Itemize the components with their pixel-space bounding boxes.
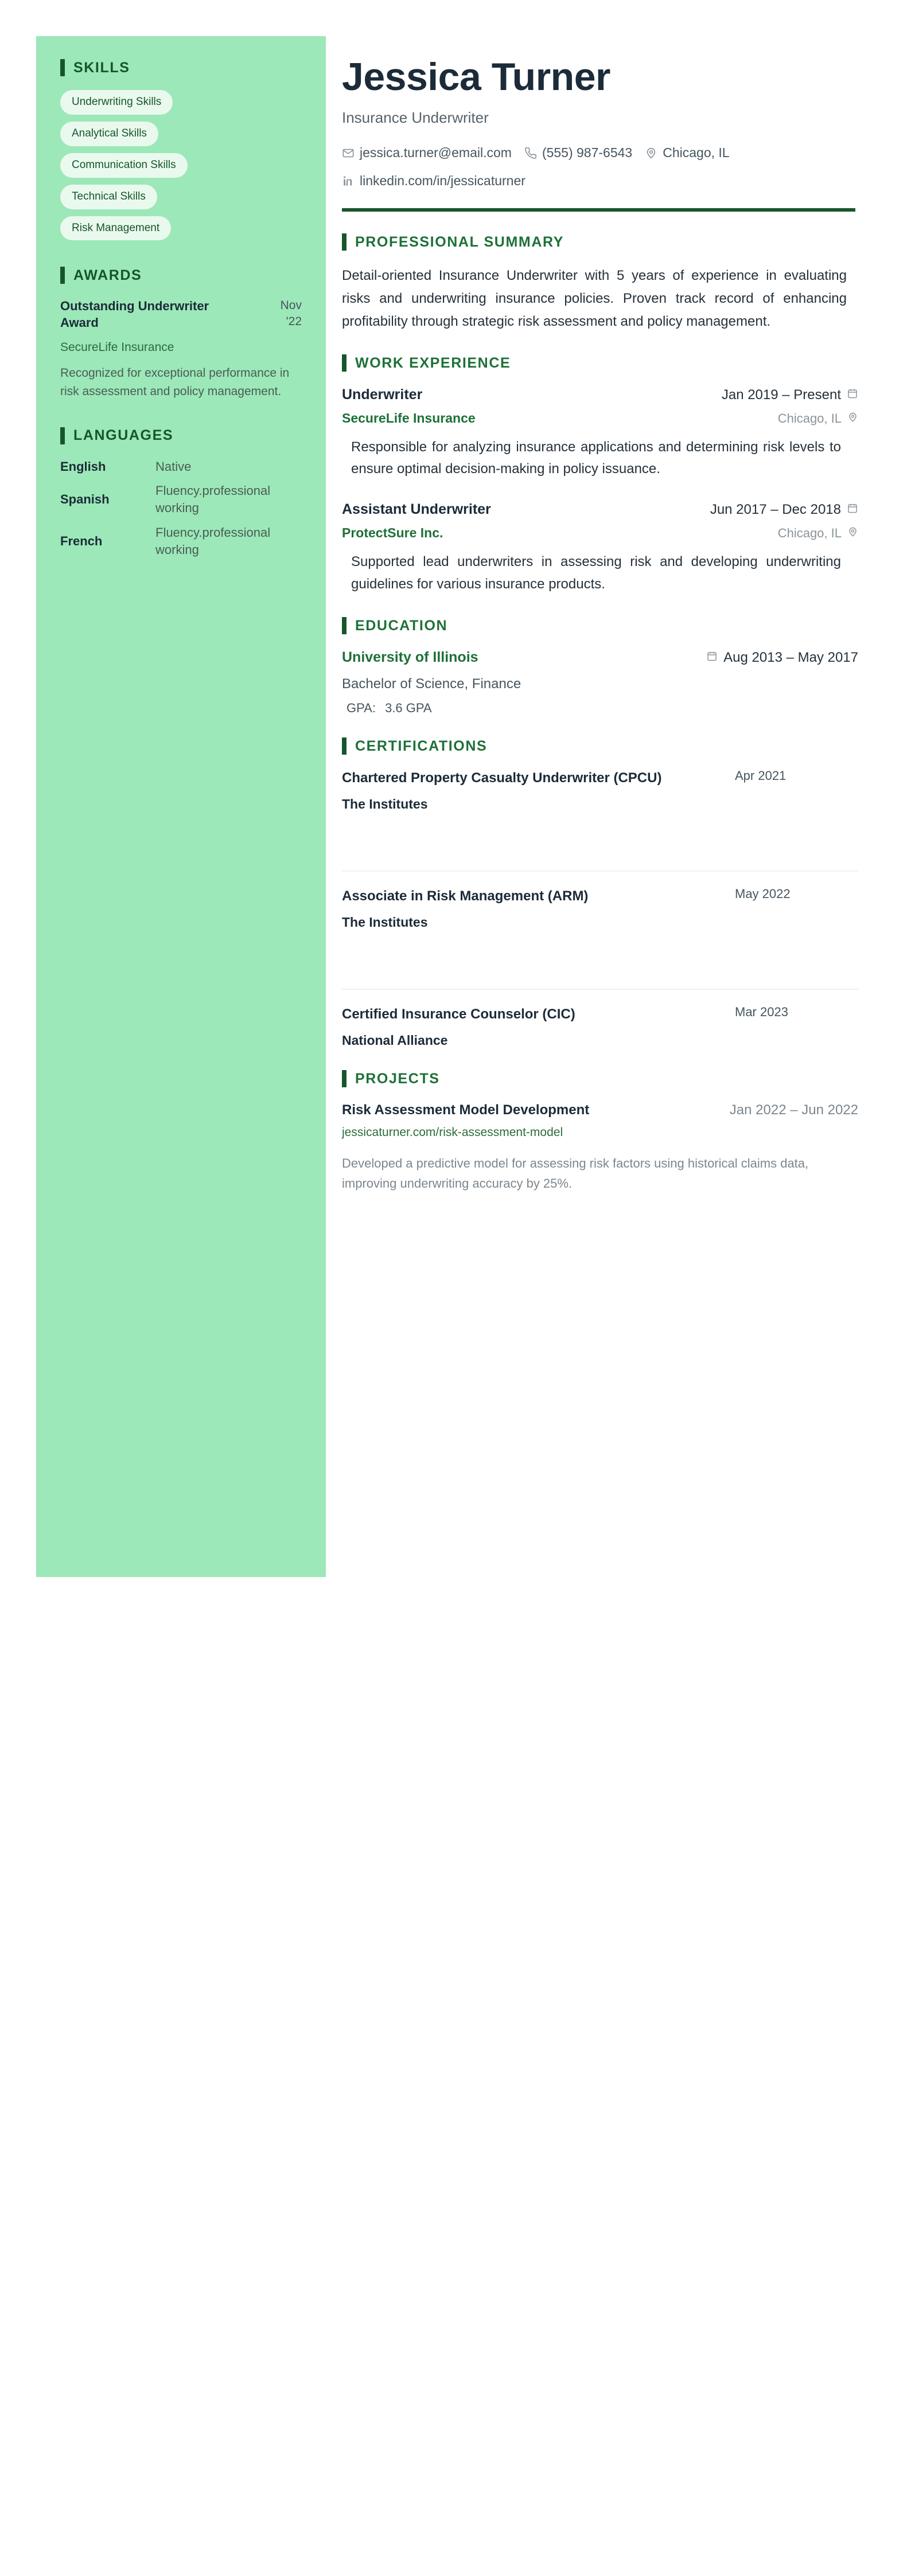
section-accent-bar-icon	[342, 737, 347, 755]
education-header-row	[342, 648, 858, 667]
job-title-row	[342, 385, 858, 404]
sidebar-section-languages	[60, 427, 302, 559]
job-company-row	[342, 404, 858, 427]
certification-name: Chartered Property Casualty Underwriter (CPCU)	[342, 770, 662, 786]
certification-header-row	[342, 768, 858, 787]
section-professional-summary	[342, 233, 858, 333]
contact-list	[342, 145, 824, 190]
calendar-icon	[847, 387, 858, 403]
awards-title: AWARDS	[73, 267, 142, 283]
contact-phone[interactable]	[524, 145, 632, 162]
award-item	[60, 298, 302, 400]
certification-issuer: The Institutes	[342, 915, 428, 930]
main-content	[342, 36, 858, 1193]
job-location-text: Chicago, IL	[777, 411, 842, 426]
education-header	[342, 617, 858, 634]
section-accent-bar-icon	[342, 617, 347, 634]
contact-phone-text: (555) 987-6543	[542, 145, 633, 160]
job-company-row	[342, 519, 858, 542]
section-accent-bar-icon	[60, 59, 65, 76]
project-header-row	[342, 1101, 858, 1119]
languages-title: LANGUAGES	[73, 427, 174, 444]
job-title-row	[342, 500, 858, 519]
certification-entry	[342, 887, 858, 990]
language-name: French	[60, 534, 103, 549]
award-header-row	[60, 298, 302, 331]
work-experience-entry	[342, 385, 858, 481]
certification-date: May 2022	[735, 887, 791, 901]
certifications-title: CERTIFICATIONS	[355, 737, 488, 754]
skill-pill[interactable]: Communication Skills	[60, 153, 188, 178]
job-description: Supported lead underwriters in assessing risk and developing underwriting guidelines for various insurance products.	[351, 553, 841, 592]
certification-date: Apr 2021	[735, 768, 787, 783]
award-issuer: SecureLife Insurance	[60, 340, 174, 354]
language-name: Spanish	[60, 492, 110, 507]
certification-issuer: National Alliance	[342, 1033, 448, 1048]
certification-entry	[342, 768, 858, 872]
job-location	[778, 411, 858, 426]
work-experience-header	[342, 354, 858, 372]
professional-summary-title: PROFESSIONAL SUMMARY	[355, 233, 564, 250]
professional-summary-header	[342, 233, 858, 251]
contact-email-text: jessica.turner@email.com	[360, 145, 512, 160]
education-dates	[706, 650, 858, 666]
job-title: Underwriter	[342, 387, 423, 403]
phone-icon	[524, 147, 537, 159]
language-level: Fluency.professional working	[155, 483, 271, 516]
projects-title: PROJECTS	[355, 1070, 440, 1087]
project-description: Developed a predictive model for assessing risk factors using historical claims data, improving underwriting accuracy by 25%.	[342, 1156, 809, 1191]
section-accent-bar-icon	[60, 427, 65, 444]
certification-entry	[342, 1005, 858, 1048]
education-entry	[342, 648, 858, 716]
location-pin-icon	[645, 147, 657, 159]
location-pin-icon	[847, 526, 858, 541]
job-location	[778, 526, 858, 541]
location-pin-icon	[847, 411, 858, 426]
skill-pill[interactable]: Underwriting Skills	[60, 90, 173, 115]
contact-location-text: Chicago, IL	[663, 145, 730, 160]
education-degree: Bachelor of Science, Finance	[342, 676, 521, 692]
project-url[interactable]: jessicaturner.com/risk-assessment-model	[342, 1126, 563, 1139]
candidate-name: Jessica Turner	[342, 55, 611, 99]
sidebar-section-awards	[60, 267, 302, 400]
section-accent-bar-icon	[342, 233, 347, 251]
section-work-experience	[342, 354, 858, 595]
job-company: SecureLife Insurance	[342, 410, 476, 426]
skills-list	[60, 90, 302, 240]
education-gpa	[342, 701, 858, 716]
job-dates-text: Jan 2019 – Present	[721, 387, 841, 403]
education-dates-text: Aug 2013 – May 2017	[723, 650, 858, 666]
certification-name: Associate in Risk Management (ARM)	[342, 888, 589, 904]
calendar-icon	[847, 502, 858, 518]
language-item	[60, 458, 302, 475]
certification-header-row	[342, 1005, 858, 1024]
project-entry	[342, 1101, 858, 1193]
contact-linkedin[interactable]	[342, 173, 525, 190]
section-projects	[342, 1070, 858, 1193]
section-accent-bar-icon	[342, 354, 347, 372]
work-experience-title: WORK EXPERIENCE	[355, 354, 511, 371]
calendar-icon	[706, 650, 718, 666]
linkedin-icon	[342, 175, 355, 188]
languages-section-header	[60, 427, 302, 444]
skill-pill[interactable]: Technical Skills	[60, 185, 157, 209]
award-date: Nov '22	[280, 299, 302, 329]
contact-email[interactable]	[342, 145, 512, 162]
envelope-icon	[342, 147, 355, 159]
skill-pill[interactable]: Risk Management	[60, 216, 171, 241]
job-dates	[722, 387, 858, 403]
projects-header	[342, 1070, 858, 1087]
language-item	[60, 482, 302, 517]
project-name: Risk Assessment Model Development	[342, 1102, 590, 1118]
project-dates: Jan 2022 – Jun 2022	[729, 1102, 858, 1118]
education-gpa-label: GPA:	[347, 701, 376, 716]
language-level: Fluency.professional working	[155, 525, 271, 557]
job-title: Assistant Underwriter	[342, 501, 491, 518]
section-accent-bar-icon	[342, 1070, 347, 1087]
job-location-text: Chicago, IL	[777, 525, 842, 540]
section-accent-bar-icon	[60, 267, 65, 284]
language-item	[60, 524, 302, 559]
certification-issuer: The Institutes	[342, 797, 428, 812]
education-title: EDUCATION	[355, 617, 448, 634]
certifications-header	[342, 737, 858, 755]
job-dates	[710, 502, 858, 518]
header-divider	[342, 208, 855, 212]
section-certifications	[342, 737, 858, 1048]
sidebar	[36, 36, 326, 1577]
skills-title: SKILLS	[73, 59, 130, 76]
certification-name: Certified Insurance Counselor (CIC)	[342, 1006, 575, 1022]
professional-summary-text: Detail-oriented Insurance Underwriter with 5 years of experience in evaluating risks and underwriting insurance policies. Proven track record of enhancing profitability through strategic risk assessment and policy management.	[342, 268, 847, 329]
contact-location	[645, 145, 729, 162]
skills-section-header	[60, 59, 302, 76]
job-company: ProtectSure Inc.	[342, 525, 443, 540]
contact-linkedin-text: linkedin.com/in/jessicaturner	[360, 173, 525, 189]
skill-pill[interactable]: Analytical Skills	[60, 122, 158, 146]
sidebar-section-skills	[60, 59, 302, 240]
job-description: Responsible for analyzing insurance applications and determining risk levels to ensure optimal decision-making in policy issuance.	[351, 439, 841, 477]
awards-section-header	[60, 267, 302, 284]
award-name: Outstanding Underwriter Award	[60, 299, 209, 330]
certification-date: Mar 2023	[735, 1005, 788, 1020]
language-level: Native	[155, 459, 192, 474]
language-name: English	[60, 459, 106, 474]
job-dates-text: Jun 2017 – Dec 2018	[710, 502, 841, 518]
section-education	[342, 617, 858, 716]
candidate-role: Insurance Underwriter	[342, 109, 489, 127]
award-description: Recognized for exceptional performance in risk assessment and policy management.	[60, 366, 290, 398]
certification-header-row	[342, 887, 858, 905]
work-experience-entry	[342, 500, 858, 595]
education-gpa-value: 3.6 GPA	[385, 701, 432, 716]
education-school: University of Illinois	[342, 649, 478, 666]
